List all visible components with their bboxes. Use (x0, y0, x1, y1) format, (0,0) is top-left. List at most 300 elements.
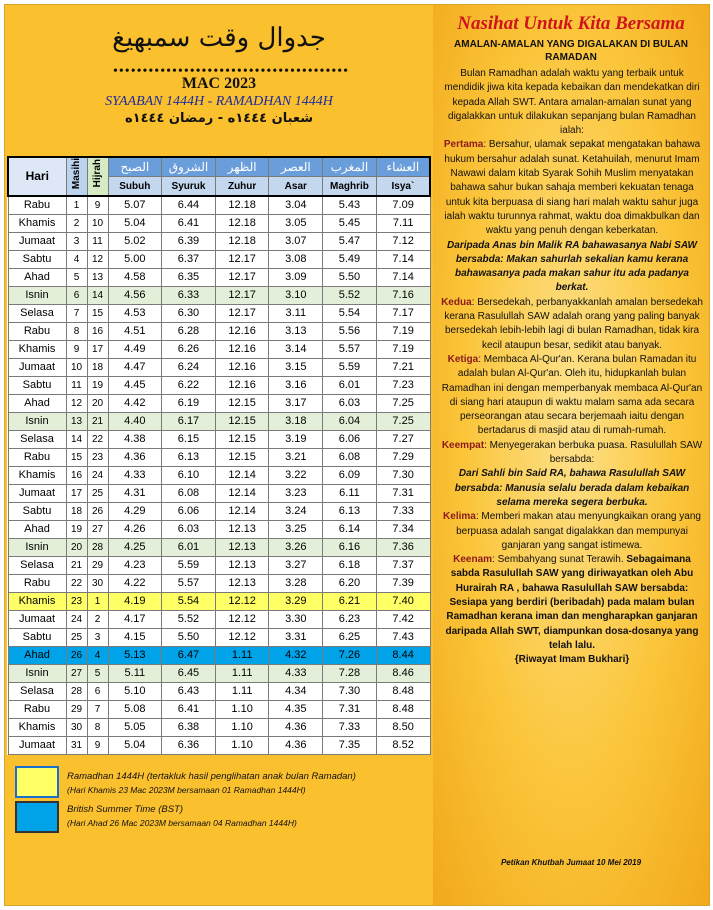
subuh-cell: 4.45 (108, 377, 162, 395)
isya-cell: 7.34 (376, 521, 430, 539)
zuhur-cell: 12.12 (215, 629, 269, 647)
asar-cell: 4.36 (269, 719, 323, 737)
hijrah-cell: 13 (87, 269, 108, 287)
isya-cell: 7.21 (376, 359, 430, 377)
isya-cell: 7.17 (376, 305, 430, 323)
masihi-cell: 23 (66, 593, 87, 611)
day-cell: Jumaat (8, 737, 66, 755)
col-header-zuhur-ar: الظهر (215, 157, 269, 177)
isya-cell: 7.40 (376, 593, 430, 611)
col-header-subuh-ar: الصبح (108, 157, 162, 177)
advice-subtitle: AMALAN-AMALAN YANG DIGALAKAN DI BULAN RAMADAN (454, 39, 688, 63)
isya-cell: 7.33 (376, 503, 430, 521)
subuh-cell: 4.40 (108, 413, 162, 431)
table-row (8, 647, 430, 665)
subuh-cell: 5.00 (108, 251, 162, 269)
col-header-hari: Hari (8, 157, 66, 196)
maghrib-cell: 5.50 (323, 269, 377, 287)
asar-cell: 3.28 (269, 575, 323, 593)
masihi-cell: 1 (66, 196, 87, 215)
zuhur-cell: 12.15 (215, 449, 269, 467)
subuh-cell: 4.38 (108, 431, 162, 449)
day-cell: Jumaat (8, 611, 66, 629)
legend-swatch-bst (15, 801, 59, 833)
syuruk-cell: 6.38 (162, 719, 216, 737)
col-header-maghrib-ar: المغرب (323, 157, 377, 177)
asar-cell: 3.22 (269, 467, 323, 485)
maghrib-cell: 7.31 (323, 701, 377, 719)
isya-cell: 7.39 (376, 575, 430, 593)
masihi-cell: 8 (66, 323, 87, 341)
isya-cell: 7.19 (376, 323, 430, 341)
day-cell: Selasa (8, 683, 66, 701)
subuh-cell: 4.56 (108, 287, 162, 305)
subuh-cell: 5.02 (108, 233, 162, 251)
day-cell: Ahad (8, 395, 66, 413)
day-cell: Selasa (8, 557, 66, 575)
masihi-cell: 16 (66, 467, 87, 485)
table-row (8, 196, 430, 215)
subuh-cell: 5.08 (108, 701, 162, 719)
table-row (8, 251, 430, 269)
masihi-cell: 26 (66, 647, 87, 665)
hijrah-cell: 28 (87, 539, 108, 557)
col-header-isya-ar: العشاء (376, 157, 430, 177)
masihi-cell: 9 (66, 341, 87, 359)
syuruk-cell: 6.36 (162, 737, 216, 755)
syuruk-cell: 6.01 (162, 539, 216, 557)
syuruk-cell: 6.13 (162, 449, 216, 467)
maghrib-cell: 5.45 (323, 215, 377, 233)
day-cell: Jumaat (8, 233, 66, 251)
zuhur-cell: 12.17 (215, 251, 269, 269)
hijrah-cell: 11 (87, 233, 108, 251)
day-cell: Khamis (8, 719, 66, 737)
col-header-hijrah: Hijrah (87, 157, 108, 196)
col-header-masihi: Masihi (66, 157, 87, 196)
isya-cell: 7.25 (376, 413, 430, 431)
asar-cell: 3.15 (269, 359, 323, 377)
advice-point-1: Pertama: Bersahur, ulamak sepakat mengatakan bahawa hukum bersahur adalah sunat. Ketahuilah, menurut Imam Nawawi dalam kitab Syarak Sohih Muslim menyatakan bahawa sahur bukan sahaja memberi kekuatan tenaga untuk kita berpuasa di siang hari malah waktu sahur juga ialah waktu turunnya rahmat, waktu doa dimakbulkan dan waktu yang penuh dengan keberkatan. (443, 139, 701, 237)
prayer-schedule-page (4, 4, 710, 906)
table-row (8, 359, 430, 377)
advice-point-2: Kedua: Bersedekah, perbanyakkanlah amalan bersedekah kerana Rasulullah SAW adalah orang yang paling banyak bersedekah lebih-lebih lagi di bulan Ramadhan, tidak kira kecil ataupun besar, sedikit atau banyak. (441, 296, 703, 351)
hijrah-cell: 25 (87, 485, 108, 503)
table-row (8, 233, 430, 251)
table-row (8, 539, 430, 557)
asar-cell: 3.23 (269, 485, 323, 503)
masihi-cell: 20 (66, 539, 87, 557)
maghrib-cell: 5.54 (323, 305, 377, 323)
day-cell: Sabtu (8, 251, 66, 269)
subuh-cell: 4.58 (108, 269, 162, 287)
table-row (8, 521, 430, 539)
maghrib-cell: 7.30 (323, 683, 377, 701)
maghrib-cell: 7.35 (323, 737, 377, 755)
hijrah-cell: 18 (87, 359, 108, 377)
masihi-cell: 6 (66, 287, 87, 305)
day-cell: Sabtu (8, 629, 66, 647)
maghrib-cell: 6.25 (323, 629, 377, 647)
zuhur-cell: 1.11 (215, 665, 269, 683)
isya-cell: 8.50 (376, 719, 430, 737)
subuh-cell: 4.36 (108, 449, 162, 467)
zuhur-cell: 12.17 (215, 305, 269, 323)
hijrah-cell: 9 (87, 737, 108, 755)
syuruk-cell: 6.35 (162, 269, 216, 287)
maghrib-cell: 6.23 (323, 611, 377, 629)
syuruk-cell: 6.22 (162, 377, 216, 395)
isya-cell: 7.37 (376, 557, 430, 575)
syuruk-cell: 6.06 (162, 503, 216, 521)
subuh-cell: 4.17 (108, 611, 162, 629)
hijrah-cell: 7 (87, 701, 108, 719)
syuruk-cell: 6.30 (162, 305, 216, 323)
col-header-subuh: Subuh (108, 177, 162, 197)
advice-hadith-1: Daripada Anas bin Malik RA bahawasanya Nabi SAW bersabda: Makan sahurlah sekalian kamu kerana bahawasanya pada makan sahur itu ada padanya berkat. (447, 239, 697, 294)
zuhur-cell: 12.14 (215, 467, 269, 485)
zuhur-cell: 1.11 (215, 647, 269, 665)
hijrah-cell: 17 (87, 341, 108, 359)
subuh-cell: 5.04 (108, 737, 162, 755)
zuhur-cell: 12.18 (215, 196, 269, 215)
syuruk-cell: 6.26 (162, 341, 216, 359)
maghrib-cell: 6.13 (323, 503, 377, 521)
hijrah-cell: 1 (87, 593, 108, 611)
hijri-range: SYAABAN 1444H - RAMADHAN 1444H (105, 94, 333, 109)
day-cell: Rabu (8, 575, 66, 593)
zuhur-cell: 12.16 (215, 377, 269, 395)
asar-cell: 3.18 (269, 413, 323, 431)
asar-cell: 4.35 (269, 701, 323, 719)
day-cell: Isnin (8, 287, 66, 305)
day-cell: Khamis (8, 341, 66, 359)
day-cell: Sabtu (8, 377, 66, 395)
zuhur-cell: 12.15 (215, 431, 269, 449)
masihi-cell: 17 (66, 485, 87, 503)
maghrib-cell: 6.14 (323, 521, 377, 539)
asar-cell: 3.29 (269, 593, 323, 611)
masihi-cell: 2 (66, 215, 87, 233)
table-row (8, 629, 430, 647)
advice-point-4: Keempat: Menyegerakan berbuka puasa. Rasulullah SAW bersabda: (441, 439, 703, 466)
zuhur-cell: 12.14 (215, 503, 269, 521)
asar-cell: 3.21 (269, 449, 323, 467)
syuruk-cell: 6.24 (162, 359, 216, 377)
day-cell: Khamis (8, 467, 66, 485)
col-header-isya: Isya` (376, 177, 430, 197)
isya-cell: 7.14 (376, 251, 430, 269)
masihi-cell: 15 (66, 449, 87, 467)
hijrah-cell: 10 (87, 215, 108, 233)
syuruk-cell: 6.39 (162, 233, 216, 251)
subuh-cell: 4.31 (108, 485, 162, 503)
isya-cell: 7.29 (376, 449, 430, 467)
hijrah-cell: 16 (87, 323, 108, 341)
day-cell: Isnin (8, 665, 66, 683)
maghrib-cell: 5.43 (323, 196, 377, 215)
day-cell: Isnin (8, 539, 66, 557)
maghrib-cell: 5.49 (323, 251, 377, 269)
zuhur-cell: 12.16 (215, 323, 269, 341)
day-cell: Ahad (8, 269, 66, 287)
asar-cell: 3.07 (269, 233, 323, 251)
isya-cell: 8.44 (376, 647, 430, 665)
masihi-cell: 22 (66, 575, 87, 593)
zuhur-cell: 12.16 (215, 359, 269, 377)
masihi-cell: 13 (66, 413, 87, 431)
maghrib-cell: 6.01 (323, 377, 377, 395)
isya-cell: 7.11 (376, 215, 430, 233)
advice-reference: {Riwayat Imam Bukhari} (514, 654, 630, 666)
masihi-cell: 29 (66, 701, 87, 719)
isya-cell: 7.19 (376, 341, 430, 359)
hijrah-cell: 9 (87, 196, 108, 215)
masihi-cell: 14 (66, 431, 87, 449)
day-cell: Selasa (8, 431, 66, 449)
arabic-title: جدوال وقت سمبهيغ (112, 23, 326, 53)
subuh-cell: 5.07 (108, 196, 162, 215)
subuh-cell: 4.26 (108, 521, 162, 539)
hijrah-cell: 26 (87, 503, 108, 521)
syuruk-cell: 6.08 (162, 485, 216, 503)
legend-ramadhan-note: (Hari Khamis 23 Mac 2023M bersamaan 01 Ramadhan 1444H) (67, 785, 306, 795)
advice-source: Petikan Khutbah Jumaat 10 Mei 2019 (500, 858, 642, 867)
syuruk-cell: 5.54 (162, 593, 216, 611)
zuhur-cell: 12.15 (215, 395, 269, 413)
table-row (8, 485, 430, 503)
subuh-cell: 4.47 (108, 359, 162, 377)
asar-cell: 3.27 (269, 557, 323, 575)
table-row (8, 377, 430, 395)
masihi-cell: 4 (66, 251, 87, 269)
masihi-cell: 25 (66, 629, 87, 647)
maghrib-cell: 6.06 (323, 431, 377, 449)
table-row (8, 431, 430, 449)
masihi-cell: 11 (66, 377, 87, 395)
zuhur-cell: 12.18 (215, 215, 269, 233)
zuhur-cell: 12.18 (215, 233, 269, 251)
col-header-zuhur: Zuhur (215, 177, 269, 197)
col-header-asar-ar: العصر (269, 157, 323, 177)
advice-body (441, 67, 703, 667)
masihi-cell: 31 (66, 737, 87, 755)
table-row (8, 701, 430, 719)
zuhur-cell: 1.11 (215, 683, 269, 701)
isya-cell: 7.27 (376, 431, 430, 449)
maghrib-cell: 7.28 (323, 665, 377, 683)
table-row (8, 593, 430, 611)
zuhur-cell: 12.12 (215, 593, 269, 611)
subuh-cell: 5.04 (108, 215, 162, 233)
day-cell: Rabu (8, 196, 66, 215)
asar-cell: 4.34 (269, 683, 323, 701)
maghrib-cell: 6.09 (323, 467, 377, 485)
syuruk-cell: 5.59 (162, 557, 216, 575)
syuruk-cell: 6.15 (162, 431, 216, 449)
hijrah-cell: 19 (87, 377, 108, 395)
masihi-cell: 28 (66, 683, 87, 701)
asar-cell: 4.33 (269, 665, 323, 683)
isya-cell: 7.14 (376, 269, 430, 287)
table-row (8, 287, 430, 305)
asar-cell: 3.16 (269, 377, 323, 395)
hijrah-cell: 20 (87, 395, 108, 413)
hijrah-cell: 21 (87, 413, 108, 431)
legend-ramadhan-title: Ramadhan 1444H (tertakluk hasil penglihatan anak bulan Ramadan) (67, 771, 356, 782)
day-cell: Jumaat (8, 485, 66, 503)
masihi-cell: 27 (66, 665, 87, 683)
isya-cell: 8.48 (376, 701, 430, 719)
hijrah-cell: 6 (87, 683, 108, 701)
maghrib-cell: 6.03 (323, 395, 377, 413)
zuhur-cell: 12.13 (215, 557, 269, 575)
zuhur-cell: 12.12 (215, 611, 269, 629)
maghrib-cell: 5.52 (323, 287, 377, 305)
asar-cell: 3.17 (269, 395, 323, 413)
subuh-cell: 4.51 (108, 323, 162, 341)
subuh-cell: 4.15 (108, 629, 162, 647)
subuh-cell: 4.22 (108, 575, 162, 593)
asar-cell: 3.05 (269, 215, 323, 233)
hijrah-cell: 27 (87, 521, 108, 539)
zuhur-cell: 12.13 (215, 575, 269, 593)
subuh-cell: 5.13 (108, 647, 162, 665)
subuh-cell: 5.11 (108, 665, 162, 683)
maghrib-cell: 5.56 (323, 323, 377, 341)
maghrib-cell: 5.57 (323, 341, 377, 359)
masihi-cell: 5 (66, 269, 87, 287)
table-row (8, 737, 430, 755)
isya-cell: 7.42 (376, 611, 430, 629)
syuruk-cell: 6.03 (162, 521, 216, 539)
advice-hadith-2: Dari Sahli bin Said RA, bahawa Rasulullah SAW bersabda: Manusia selalu berada dalam kebaikan selama mereka segera berbuka. (454, 468, 690, 508)
asar-cell: 3.08 (269, 251, 323, 269)
maghrib-cell: 6.16 (323, 539, 377, 557)
masihi-cell: 21 (66, 557, 87, 575)
isya-cell: 7.36 (376, 539, 430, 557)
syuruk-cell: 6.41 (162, 701, 216, 719)
asar-cell: 3.24 (269, 503, 323, 521)
asar-cell: 3.10 (269, 287, 323, 305)
table-row (8, 611, 430, 629)
syuruk-cell: 6.33 (162, 287, 216, 305)
isya-cell: 7.31 (376, 485, 430, 503)
isya-cell: 7.43 (376, 629, 430, 647)
table-row (8, 449, 430, 467)
hijrah-cell: 30 (87, 575, 108, 593)
subuh-cell: 4.25 (108, 539, 162, 557)
zuhur-cell: 1.10 (215, 737, 269, 755)
isya-cell: 7.16 (376, 287, 430, 305)
day-cell: Khamis (8, 215, 66, 233)
legend-swatch-ramadhan (15, 766, 59, 798)
asar-cell: 4.36 (269, 737, 323, 755)
advice-point-5: Kelima: Memberi makan atau menyungkaikan orang yang berpuasa adalah sangat digalakkan dan mempunyai ganjaran yang sangat istimewa. (443, 511, 701, 551)
isya-cell: 7.12 (376, 233, 430, 251)
table-row (8, 269, 430, 287)
day-cell: Rabu (8, 449, 66, 467)
col-header-asar: Asar (269, 177, 323, 197)
hijrah-cell: 8 (87, 719, 108, 737)
subuh-cell: 4.19 (108, 593, 162, 611)
asar-cell: 3.30 (269, 611, 323, 629)
table-row (8, 575, 430, 593)
legend-bst-title: British Summer Time (BST) (67, 804, 184, 815)
zuhur-cell: 12.17 (215, 287, 269, 305)
isya-cell: 7.23 (376, 377, 430, 395)
asar-cell: 4.32 (269, 647, 323, 665)
subuh-cell: 4.23 (108, 557, 162, 575)
title-divider: •••••••••••••••••••••••••••••••••••••••• (113, 64, 350, 79)
syuruk-cell: 5.50 (162, 629, 216, 647)
maghrib-cell: 7.26 (323, 647, 377, 665)
masihi-cell: 3 (66, 233, 87, 251)
syuruk-cell: 5.52 (162, 611, 216, 629)
table-row (8, 341, 430, 359)
asar-cell: 3.09 (269, 269, 323, 287)
maghrib-cell: 5.59 (323, 359, 377, 377)
subuh-cell: 4.49 (108, 341, 162, 359)
subuh-cell: 5.10 (108, 683, 162, 701)
masihi-cell: 24 (66, 611, 87, 629)
day-cell: Ahad (8, 521, 66, 539)
masihi-cell: 10 (66, 359, 87, 377)
col-header-syuruk: Syuruk (162, 177, 216, 197)
table-row (8, 305, 430, 323)
table-row (8, 323, 430, 341)
advice-point-3: Ketiga: Membaca Al-Qur'an. Kerana bulan Ramadan itu adalah bulan Al-Qur'an. Oleh itu, hidupkanlah bulan Ramadhan ini dengan memperbanyak membaca Al-Qur'an di siang hari ataupun di waktu malam sama ada secara perseorangan atau secara berjemaah iaitu dengan bertadarus di masjid atau di rumah-rumah. (441, 353, 703, 437)
hijrah-cell: 14 (87, 287, 108, 305)
syuruk-cell: 6.17 (162, 413, 216, 431)
maghrib-cell: 6.20 (323, 575, 377, 593)
syuruk-cell: 6.43 (162, 683, 216, 701)
masihi-cell: 18 (66, 503, 87, 521)
masihi-cell: 30 (66, 719, 87, 737)
advice-intro: Bulan Ramadhan adalah waktu yang terbaik untuk mendidik jiwa kita kepada kebaikan dan mendekatkan diri kepada Allah SWT. Antara amalan-amalan sunat yang digalakkan untuk dilakukan sepanjang bulan Ramadhan ialah: (444, 68, 700, 137)
hijrah-cell: 3 (87, 629, 108, 647)
hijrah-cell: 24 (87, 467, 108, 485)
syuruk-cell: 6.28 (162, 323, 216, 341)
maghrib-cell: 6.08 (323, 449, 377, 467)
hijri-range-arabic: شعبان ١٤٤٤ه - رمضان ١٤٤٤ه (124, 111, 314, 126)
table-row (8, 503, 430, 521)
asar-cell: 3.11 (269, 305, 323, 323)
table-row (8, 395, 430, 413)
zuhur-cell: 12.13 (215, 521, 269, 539)
table-row (8, 683, 430, 701)
subuh-cell: 4.53 (108, 305, 162, 323)
maghrib-cell: 6.04 (323, 413, 377, 431)
hijrah-cell: 4 (87, 647, 108, 665)
advice-title: Nasihat Untuk Kita Bersama (457, 13, 685, 34)
day-cell: Rabu (8, 701, 66, 719)
maghrib-cell: 7.33 (323, 719, 377, 737)
hijrah-cell: 22 (87, 431, 108, 449)
zuhur-cell: 1.10 (215, 719, 269, 737)
syuruk-cell: 5.57 (162, 575, 216, 593)
prayer-times-body (8, 196, 430, 755)
col-header-syuruk-ar: الشروق (162, 157, 216, 177)
zuhur-cell: 12.15 (215, 413, 269, 431)
masihi-cell: 12 (66, 395, 87, 413)
syuruk-cell: 6.47 (162, 647, 216, 665)
day-cell: Rabu (8, 323, 66, 341)
zuhur-cell: 12.17 (215, 269, 269, 287)
day-cell: Isnin (8, 413, 66, 431)
asar-cell: 3.25 (269, 521, 323, 539)
day-cell: Ahad (8, 647, 66, 665)
